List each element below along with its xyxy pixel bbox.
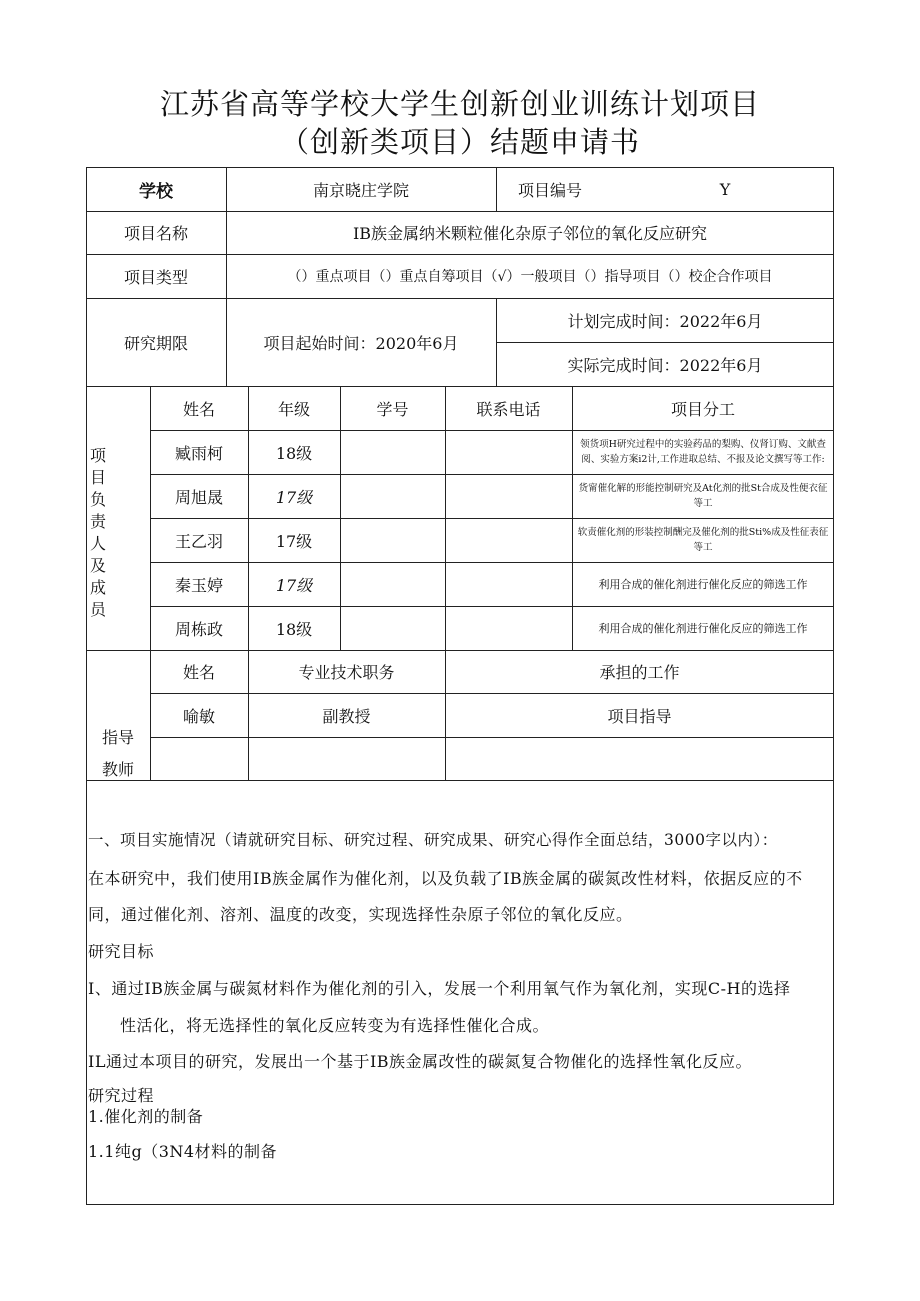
advisor-header-work: 承担的工作 <box>599 663 680 682</box>
project-type-options: （）重点项目（）重点自筹项目（√）一般项目（）指导项目（）校企合作项目 <box>287 269 773 285</box>
member-student-id <box>340 518 445 562</box>
project-name-label: 项目名称 <box>123 224 188 243</box>
member-header-student-id: 学号 <box>376 399 409 419</box>
row-divider <box>86 780 834 781</box>
member-header-grade: 年级 <box>277 399 310 419</box>
member-grade: 18级 <box>275 619 313 639</box>
member-name: 周旭晟 <box>174 487 223 507</box>
member-grade: 17级 <box>275 575 313 595</box>
member-grade: 17级 <box>275 487 313 507</box>
actual-end-time: 实际完成时间：2022年6月 <box>567 355 763 375</box>
project-number-value: Y <box>719 179 731 199</box>
member-header-phone: 联系电话 <box>476 399 541 419</box>
school-value: 南京晓庄学院 <box>312 180 409 200</box>
member-student-id <box>340 606 445 650</box>
member-student-id <box>340 430 445 474</box>
member-student-id <box>340 562 445 606</box>
project-type-label: 项目类型 <box>123 267 188 287</box>
member-header-name: 姓名 <box>182 399 215 419</box>
advisor-title <box>248 737 445 780</box>
start-time: 项目起始时间：2020年6月 <box>263 333 459 353</box>
advisor-work: 项目指导 <box>607 706 672 726</box>
research-goal-item: IL通过本项目的研究，发展出一个基于IB族金属改性的碳氮复合物催化的选择性氧化反应。 <box>88 1052 753 1071</box>
member-header-duty: 项目分工 <box>670 399 735 419</box>
advisor-work <box>445 737 834 780</box>
research-goal-item: I、通过IB族金属与碳氮材料作为催化剂的引入，发展一个利用氧气作为氧化剂，实现C-H的选择 <box>88 979 791 998</box>
member-grade: 18级 <box>275 443 313 463</box>
member-student-id <box>340 474 445 518</box>
project-name-value: IB族金属纳米颗粒催化杂原子邻位的氧化反应研究 <box>352 224 708 243</box>
advisor-section-label-1: 指导 <box>101 727 134 747</box>
member-name: 周栋政 <box>174 619 223 639</box>
process-step: 1.催化剂的制备 <box>88 1107 204 1126</box>
member-phone <box>445 430 572 474</box>
member-phone <box>445 518 572 562</box>
planned-end-time: 计划完成时间：2022年6月 <box>567 311 763 331</box>
member-name: 臧雨柯 <box>174 443 223 463</box>
intro-paragraph-line: 同，通过催化剂、溶剂、温度的改变，实现选择性杂原子邻位的氧化反应。 <box>88 905 633 924</box>
intro-paragraph-line: 在本研究中，我们使用IB族金属作为催化剂，以及负载了IB族金属的碳氮改性材料，依据反应的不 <box>88 869 803 888</box>
member-name: 秦玉婷 <box>174 575 223 595</box>
process-substep: 1.1纯g（3N4材料的制备 <box>88 1142 278 1161</box>
advisor-name <box>150 737 248 780</box>
research-process-title: 研究过程 <box>88 1086 155 1105</box>
member-duty: 利用合成的催化剂进行催化反应的筛选工作 <box>598 577 808 591</box>
advisor-header-name: 姓名 <box>182 663 215 682</box>
member-phone <box>445 562 572 606</box>
research-period-label: 研究期限 <box>123 333 188 353</box>
advisor-title: 副教授 <box>322 706 371 726</box>
advisor-header-title: 专业技术职务 <box>298 663 395 682</box>
research-goal-title: 研究目标 <box>88 942 155 961</box>
advisor-section-label-2: 教师 <box>101 759 134 779</box>
implementation-heading: 一、项目实施情况（请就研究目标、研究过程、研究成果、研究心得作全面总结，3000字以内）： <box>88 831 778 849</box>
research-goal-item-continued: 性活化，将无选择性的氧化反应转变为有选择性催化合成。 <box>120 1016 550 1035</box>
members-section-label: 项目负责人及成员 <box>89 446 106 619</box>
member-duty: 货甯催化解的形能控制研究及At化剂的批St合成及性便衣征等工 <box>578 483 828 509</box>
document-title-line2: （创新类项目）结题申请书 <box>279 125 640 159</box>
document-title-line1: 江苏省高等学校大学生创新创业训练计划项目 <box>159 87 760 121</box>
member-phone <box>445 474 572 518</box>
school-label: 学校 <box>139 181 173 202</box>
member-duty: 利用合成的催化剂进行催化反应的筛选工作 <box>598 621 808 635</box>
project-number-label: 项目编号 <box>518 180 583 200</box>
member-duty: 领货项H研究过程中的实验药品的梨购、仪肾订购、文献查阅、实验方案i2计,工作进取总结、不报及论文撰写等工作: <box>580 439 826 465</box>
member-name: 王乙羽 <box>174 531 223 551</box>
member-duty: 软责催化剂的形装控制酬完及催化剂的批Sti%成及性征表征等工 <box>577 527 829 553</box>
member-phone <box>445 606 572 650</box>
advisor-name: 喻敏 <box>182 706 215 726</box>
member-grade: 17级 <box>275 531 313 551</box>
